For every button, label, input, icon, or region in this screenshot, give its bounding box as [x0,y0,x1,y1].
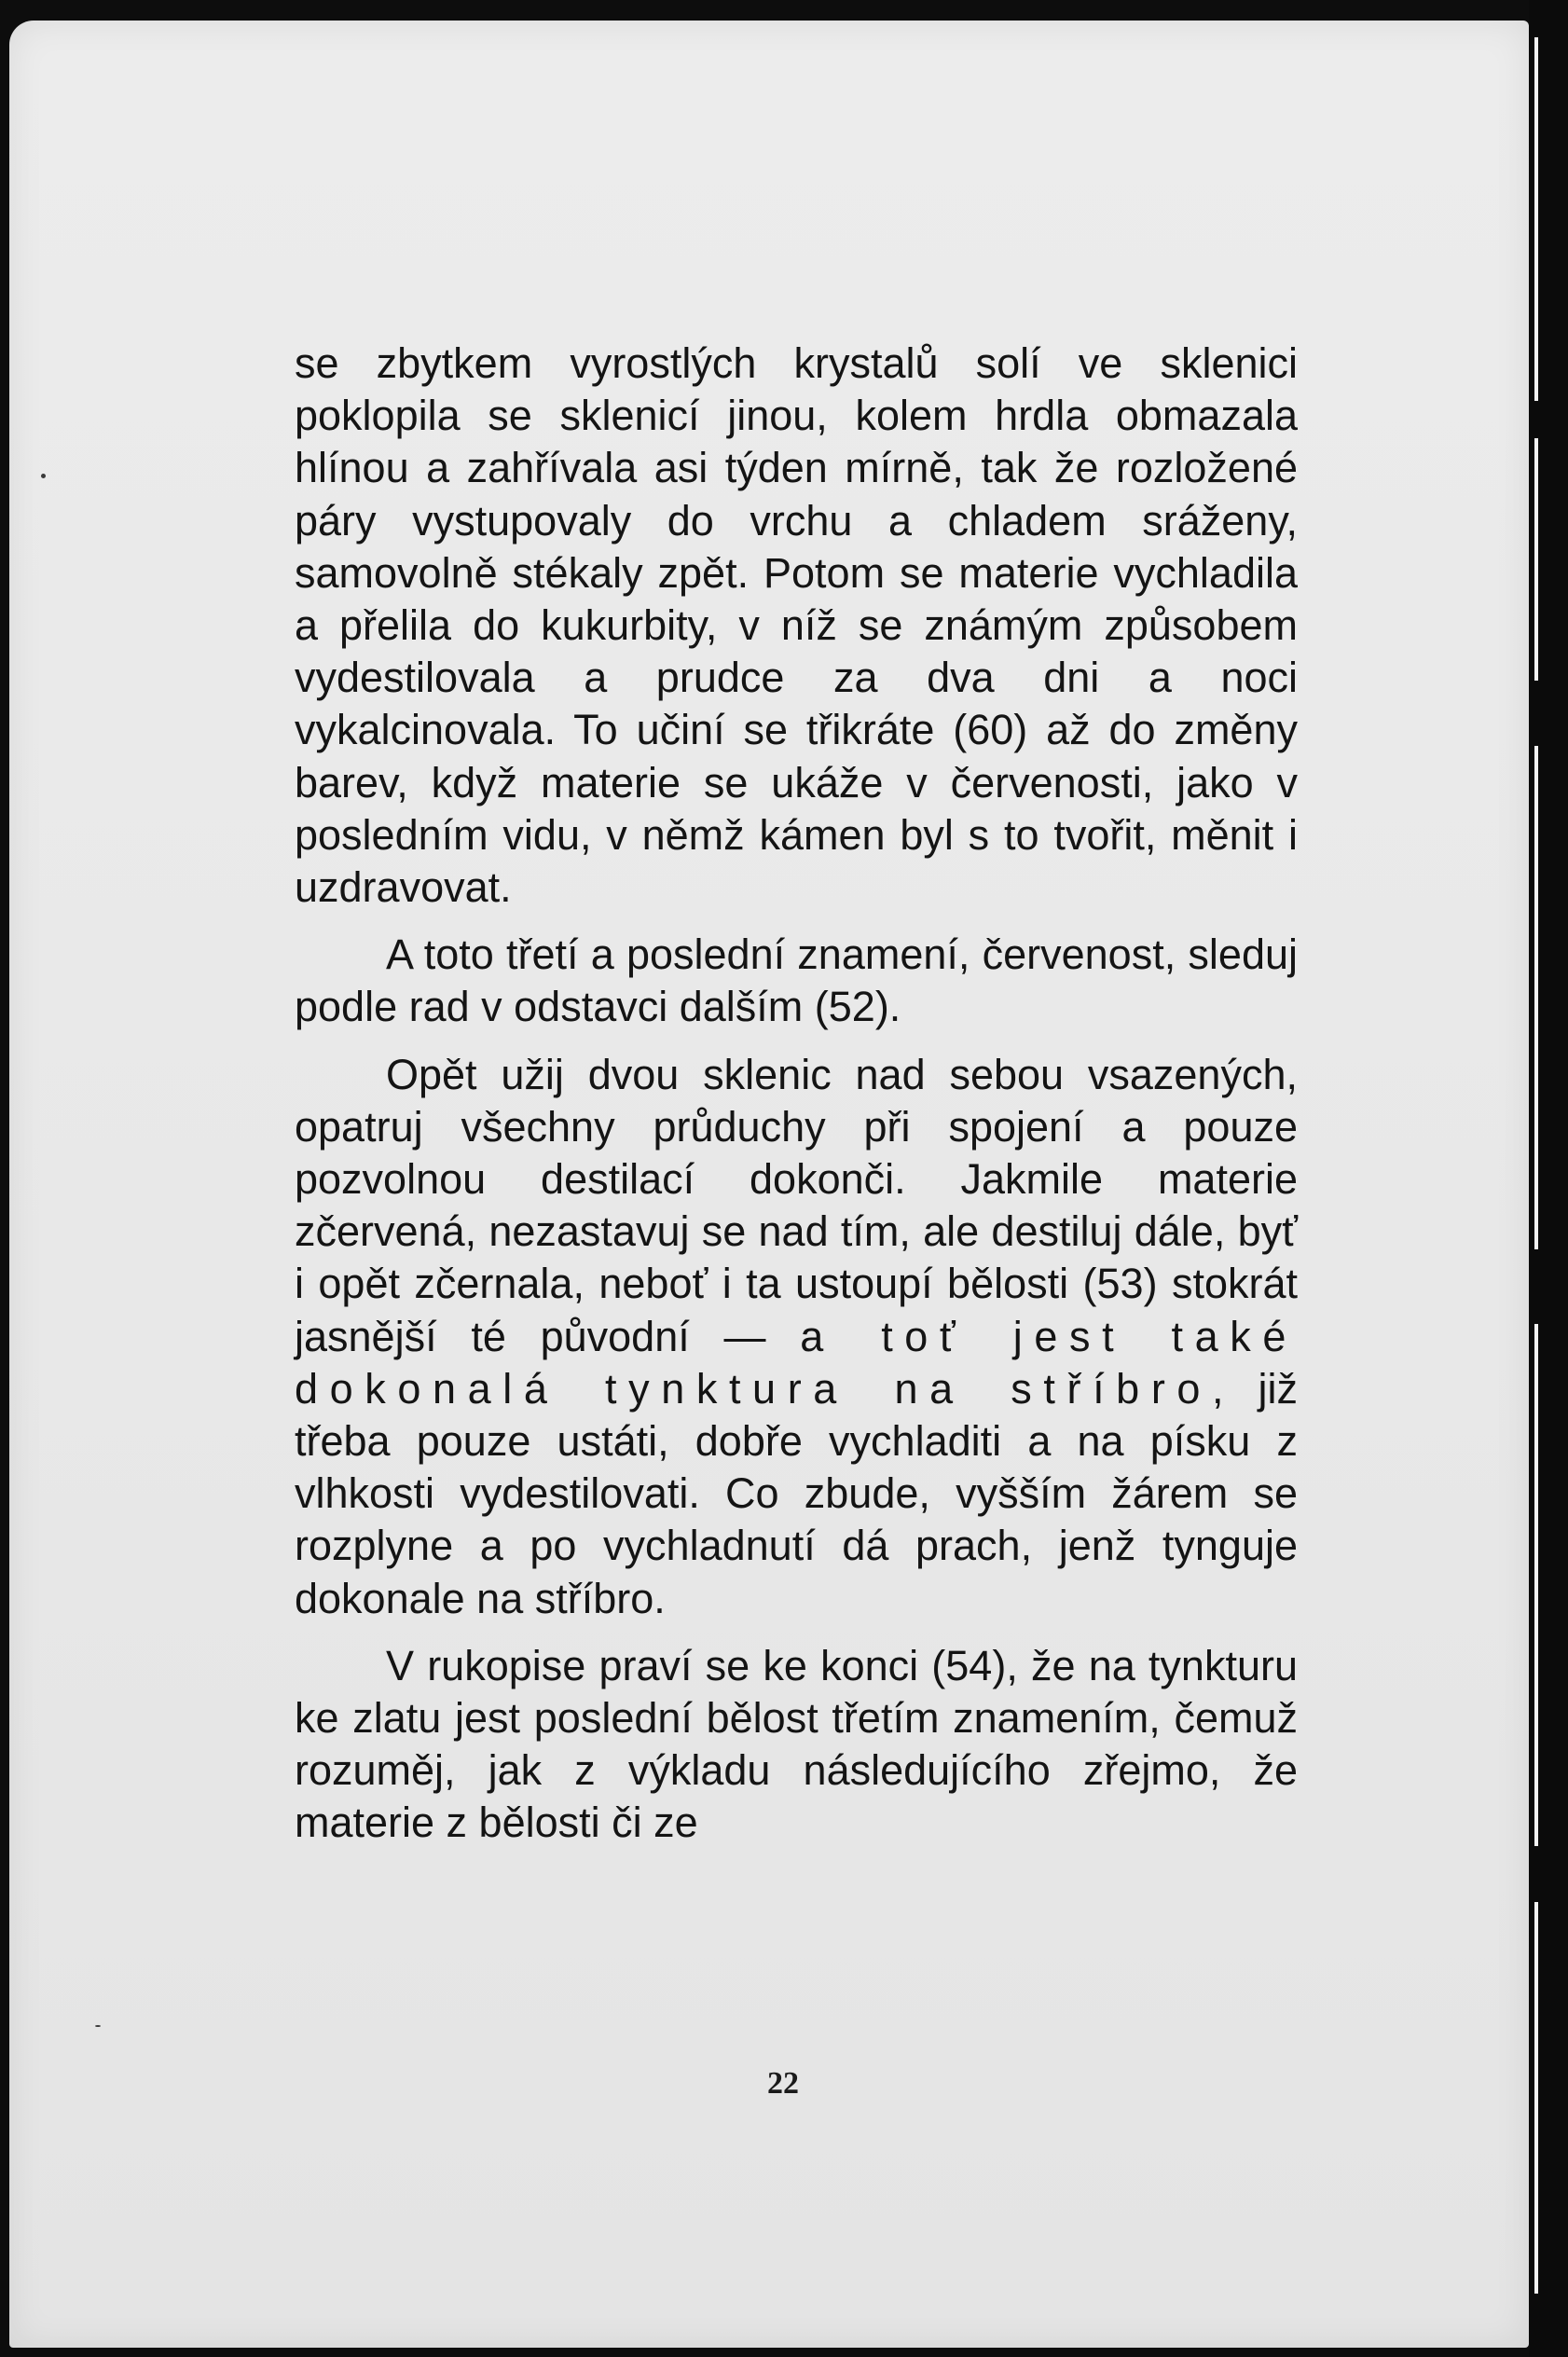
page-edge-line [1534,1324,1538,1846]
text-run: , již třeba pouze ustáti, dobře vychladiti a na písku z vlhkosti vydestilovati. Co zbude, vyšším žárem se rozplyne a po vychladnutí dá prach, jenž tynguje dokonale na stříbro. [295,1364,1298,1622]
page-edge-line [1534,1902,1538,2294]
paragraph-2 [295,929,1298,1033]
text-run: Opět užij dvou sklenic nad sebou vsazených, opatruj všechny průduchy při spojení a pouze pozvolnou destilací dokonči. Jakmile materie zčervená, nezastavuj se nad tím, ale destiluj dále, byť i opět zčernala, neboť i ta ustoupí bělosti (53) stokrát jasnější té původní — [295,1050,1298,1360]
dust-speck [41,474,46,478]
text-run: A toto třetí a poslední znamení, červenost, sleduj podle rad v odstavci dalším (52). [295,930,1298,1031]
page-edge-line [1534,438,1538,681]
dust-speck [95,2025,101,2027]
page-edge-line [1534,746,1538,1249]
page-number: 22 [767,2066,799,2101]
paragraph-3 [295,1049,1298,1625]
text-run: se zbytkem vyrostlých krystalů solí ve sklenici poklopila se sklenicí jinou, kolem hrdla obmazala hlínou a zahřívala asi týden mírně, tak že rozložené páry vystupovaly do vrchu a chladem sráženy, samovolně stékaly zpět. Potom se materie vychladila a přelila do kukurbity, v níž se známým způsobem vydestilovala a prudce za dva dni a noci vykalcinovala. To učiní se třikráte (60) až do změny barev, když materie se ukáže v červenosti, jako v posledním vidu, v němž kámen byl s to tvořit, měnit i uzdravovat. [295,339,1298,912]
text-run: V rukopise praví se ke konci (54), že na tynkturu ke zlatu jest poslední bělost třetím znamením, čemuž rozuměj, jak z výkladu následujícího zřejmo, že materie z bělosti či ze [295,1641,1298,1847]
paragraph-4 [295,1640,1298,1850]
emphasized-phrase: a toť jest také dokonalá tynktura na stříbro [295,1312,1298,1413]
page-edge-line [1534,37,1538,401]
body-text [295,338,1298,1850]
paragraph-1 [295,338,1298,914]
